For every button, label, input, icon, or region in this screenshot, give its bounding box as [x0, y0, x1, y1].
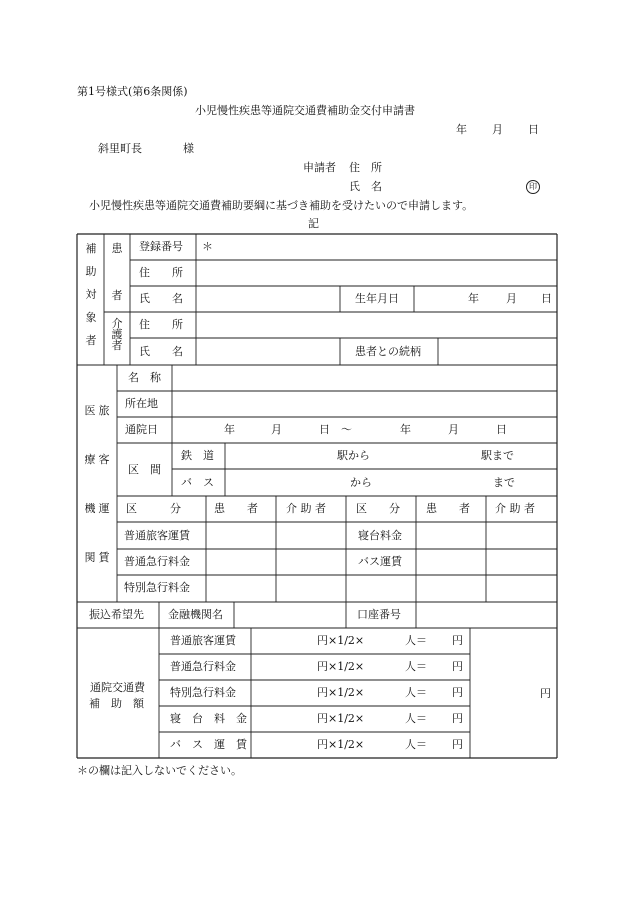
footnote: ＊の欄は記入しないでください。: [77, 764, 242, 777]
bus-label: バ ス: [181, 476, 214, 489]
account-number-label: 口座番号: [357, 608, 401, 621]
fare-header-category-1: 区 分: [126, 502, 181, 515]
date-day: 日: [528, 123, 539, 136]
subsidy-formula: 円×1/2×: [317, 738, 365, 751]
subsidy-persons: 人＝: [405, 686, 427, 699]
subsidy-yen: 円: [452, 634, 463, 647]
subsidy-yen: 円: [452, 712, 463, 725]
addressee-suffix: 様: [183, 142, 194, 155]
relation-label: 患者との続柄: [355, 345, 421, 358]
visit-year-to: 年: [400, 423, 411, 436]
subsidy-persons: 人＝: [405, 738, 427, 751]
fare-header-category-2: 区 分: [356, 502, 400, 515]
fare-row-bus: バス運賃: [358, 555, 402, 568]
rail-to: 駅まで: [481, 449, 514, 462]
subsidy-yen: 円: [452, 738, 463, 751]
reg-no-label: 登録番号: [139, 240, 183, 253]
fare-header-patient-1: 患 者: [214, 502, 258, 515]
institution-name-label: 名 称: [128, 371, 161, 384]
rail-label: 鉄 道: [181, 449, 214, 462]
fare-header-helper-1: 介 助 者: [286, 502, 326, 515]
transfer-label: 振込希望先: [89, 608, 144, 621]
fare-row-regular: 普通旅客運賃: [124, 529, 190, 542]
subsidy-yen: 円: [452, 686, 463, 699]
birth-year: 年: [468, 292, 479, 305]
applicant-address-label: 住 所: [349, 161, 382, 174]
form-number: 第1号様式(第6条関係): [77, 85, 188, 98]
subsidy-persons: 人＝: [405, 634, 427, 647]
subsidy-yen: 円: [452, 660, 463, 673]
fare-row-sleeper: 寝台料金: [358, 529, 402, 542]
visit-day-from: 日: [319, 423, 330, 436]
caregiver-side-label: 介 護 者: [111, 317, 123, 352]
visit-day-to: 日: [496, 423, 507, 436]
medical-institution-label: 医 療 機 関: [84, 404, 96, 564]
visit-date-label: 通院日: [125, 423, 158, 436]
subsidy-target-label: 補 助 対 象 者: [85, 242, 97, 347]
applicant-name-label: 氏 名: [349, 180, 382, 193]
fare-header-helper-2: 介 助 者: [495, 502, 535, 515]
visit-range-sep: ～: [341, 423, 352, 436]
application-statement: 小児慢性疾患等通院交通費補助要綱に基づき補助を受けたいので申請します。: [89, 199, 474, 212]
date-month: 月: [492, 123, 503, 136]
applicant-label: 申請者: [303, 161, 336, 174]
fare-label: 旅 客 運 賃: [98, 404, 110, 564]
caregiver-name-label: 氏 名: [139, 345, 183, 358]
date-year: 年: [456, 123, 467, 136]
subsidy-row-sleeper: 寝 台 料 金: [170, 712, 247, 725]
bank-name-label: 金融機関名: [168, 608, 223, 621]
birth-month: 月: [506, 292, 517, 305]
subsidy-persons: 人＝: [405, 660, 427, 673]
subsidy-formula: 円×1/2×: [317, 712, 365, 725]
subsidy-row-regular: 普通旅客運賃: [170, 634, 236, 647]
subsidy-total-yen: 円: [540, 687, 551, 700]
patient-address-label: 住 所: [139, 266, 183, 279]
subsidy-row-bus: バ ス 運 賃: [170, 738, 247, 751]
ki-label: 記: [308, 217, 319, 230]
subsidy-label-line2: 補 助 額: [89, 697, 144, 710]
reg-no-mark: ＊: [202, 240, 213, 253]
visit-year-from: 年: [224, 423, 235, 436]
birth-label: 生年月日: [355, 292, 399, 305]
subsidy-row-express: 普通急行料金: [170, 660, 236, 673]
institution-location-label: 所在地: [125, 397, 158, 410]
fare-header-patient-2: 患 者: [426, 502, 470, 515]
visit-month-from: 月: [271, 423, 282, 436]
subsidy-row-limited-express: 特別急行料金: [170, 686, 236, 699]
birth-day: 日: [541, 292, 552, 305]
fare-row-express: 普通急行料金: [124, 555, 190, 568]
fare-row-limited-express: 特別急行料金: [124, 581, 190, 594]
patient-side-label: 患 者: [111, 242, 123, 302]
seal-mark: 印: [526, 180, 540, 194]
caregiver-address-label: 住 所: [139, 318, 183, 331]
section-label: 区 間: [128, 463, 161, 476]
rail-from: 駅から: [337, 449, 370, 462]
subsidy-formula: 円×1/2×: [317, 686, 365, 699]
subsidy-formula: 円×1/2×: [317, 634, 365, 647]
addressee: 斜里町長: [98, 142, 142, 155]
patient-name-label: 氏 名: [139, 292, 183, 305]
subsidy-formula: 円×1/2×: [317, 660, 365, 673]
subsidy-label-line1: 通院交通費: [90, 681, 145, 694]
subsidy-persons: 人＝: [405, 712, 427, 725]
bus-to: まで: [493, 476, 515, 489]
bus-from: から: [350, 476, 372, 489]
visit-month-to: 月: [448, 423, 459, 436]
form-title: 小児慢性疾患等通院交通費補助金交付申請書: [195, 104, 415, 117]
